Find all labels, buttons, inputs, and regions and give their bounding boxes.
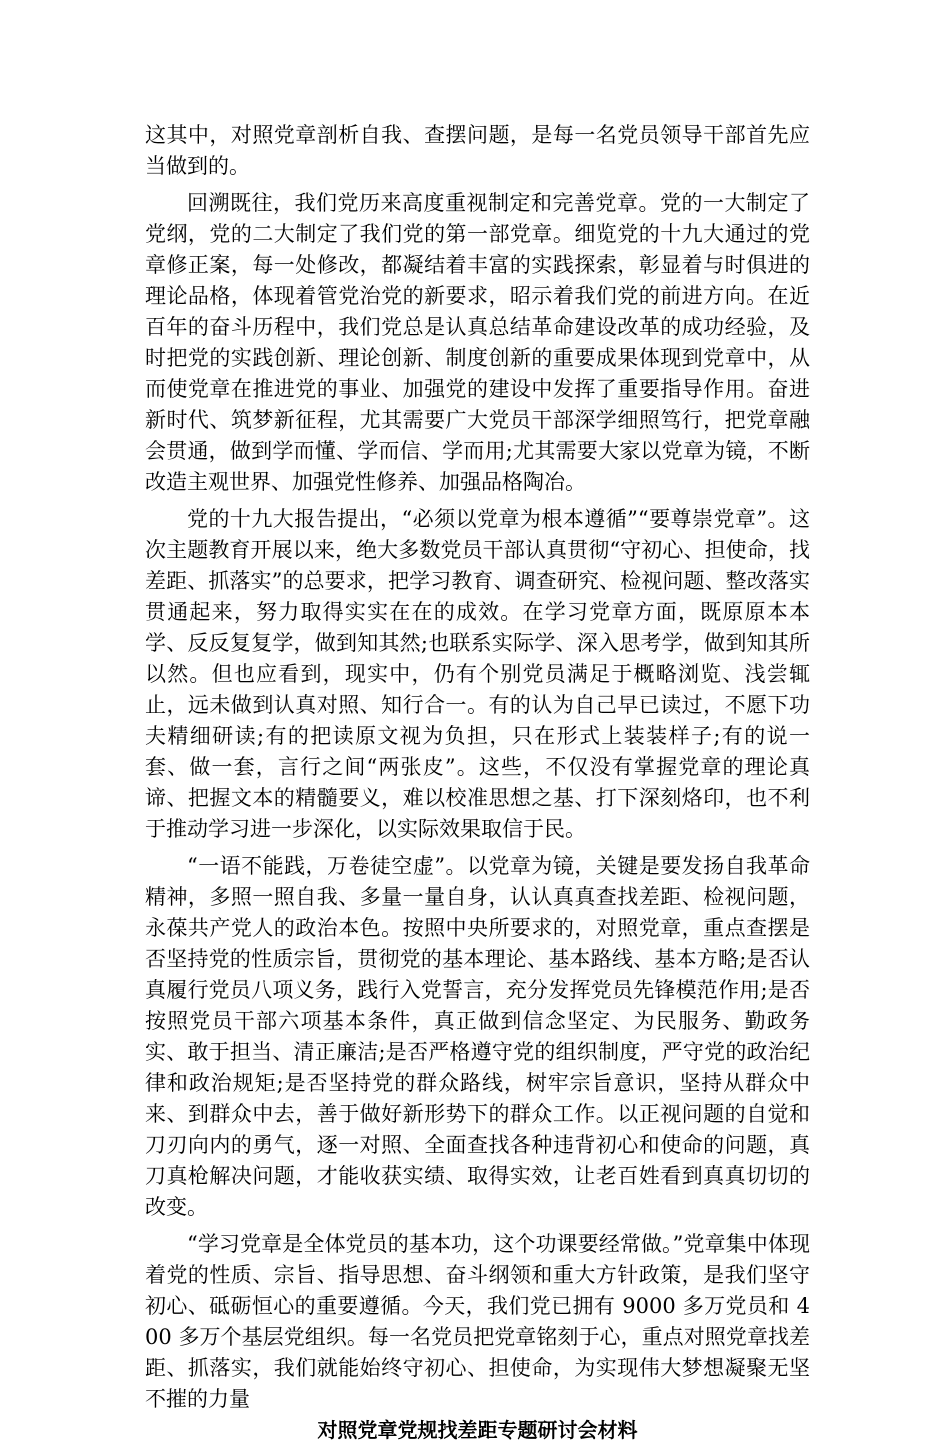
paragraph-conclusion: “学习党章是全体党员的基本功，这个功课要经常做。”党章集中体现着党的性质、宗旨、指导思想、奋斗纲领和重大方针政策，是我们坚守初心、砥砺恒心的重要遵循。今天，我们党已拥有 9000 多万党员和 400 多万个基层党组织。每一名党员把党章铭刻于心，重点对照党章找差距、抓落实，我们就能始终守初心、担使命，为实现伟大梦想凝聚无坚不摧的力量: [145, 1232, 810, 1411]
paragraph-intro: 这其中，对照党章剖析自我、查摆问题，是每一名党员领导干部首先应当做到的。: [145, 123, 810, 178]
document-page: [145, 120, 810, 1445]
paragraph-report: 党的十九大报告提出，“必须以党章为根本遵循”“要尊崇党章”。这次主题教育开展以来，绝大多数党员干部认真贯彻“守初心、担使命，找差距、抓落实”的总要求，把学习教育、调查研究、检视问题、整改落实贯通起来，努力取得实实在在的成效。在学习党章方面，既原原本本学、反反复复学，做到知其然;也联系实际学、深入思考学，做到知其所以然。但也应看到，现实中，仍有个别党员满足于概略浏览、浅尝辄止，远未做到认真对照、知行合一。有的认为自己早已读过，不愿下功夫精细研读;有的把读原文视为负担，只在形式上装装样子;有的说一套、做一套，言行之间“两张皮”。这些，不仅没有掌握党章的理论真谛、把握文本的精髓要义，难以校准思想之基、打下深刻烙印，也不利于推动学习进一步深化，以实际效果取信于民。: [145, 507, 810, 841]
paragraph-history: 回溯既往，我们党历来高度重视制定和完善党章。党的一大制定了党纲，党的二大制定了我们党的第一部党章。细览党的十九大通过的党章修正案，每一处修改，都凝结着丰富的实践探索，彰显着与时俱进的理论品格，体现着管党治党的新要求，昭示着我们党的前进方向。在近百年的奋斗历程中，我们党总是认真总结革命建设改革的成功经验，及时把党的实践创新、理论创新、制度创新的重要成果体现到党章中，从而使党章在推进党的事业、加强党的建设中发挥了重要指导作用。奋进新时代、筑梦新征程，尤其需要广大党员干部深学细照笃行，把党章融会贯通，做到学而懂、学而信、学而用;尤其需要大家以党章为镜，不断改造主观世界、加强党性修养、加强品格陶冶。: [145, 191, 810, 494]
paragraph-practice: “一语不能践，万卷徒空虚”。以党章为镜，关键是要发扬自我革命精神，多照一照自我、多量一量自身，认认真真查找差距、检视问题，永葆共产党人的政治本色。按照中央所要求的，对照党章，重点查摆是否坚持党的性质宗旨，贯彻党的基本理论、基本路线、基本方略;是否认真履行党员八项义务，践行入党誓言，充分发挥党员先锋模范作用;是否按照党员干部六项基本条件，真正做到信念坚定、为民服务、勤政务实、敢于担当、清正廉洁;是否严格遵守党的组织制度，严守党的政治纪律和政治规矩;是否坚持党的群众路线，树牢宗旨意识，坚持从群众中来、到群众中去，善于做好新形势下的群众工作。以正视问题的自觉和刀刃向内的勇气，逐一对照、全面查找各种违背初心和使命的问题，真刀真枪解决问题，才能收获实绩、取得实效，让老百姓看到真真切切的改变。: [145, 854, 810, 1219]
document-heading: 对照党章党规找差距专题研讨会材料: [317, 1418, 638, 1442]
